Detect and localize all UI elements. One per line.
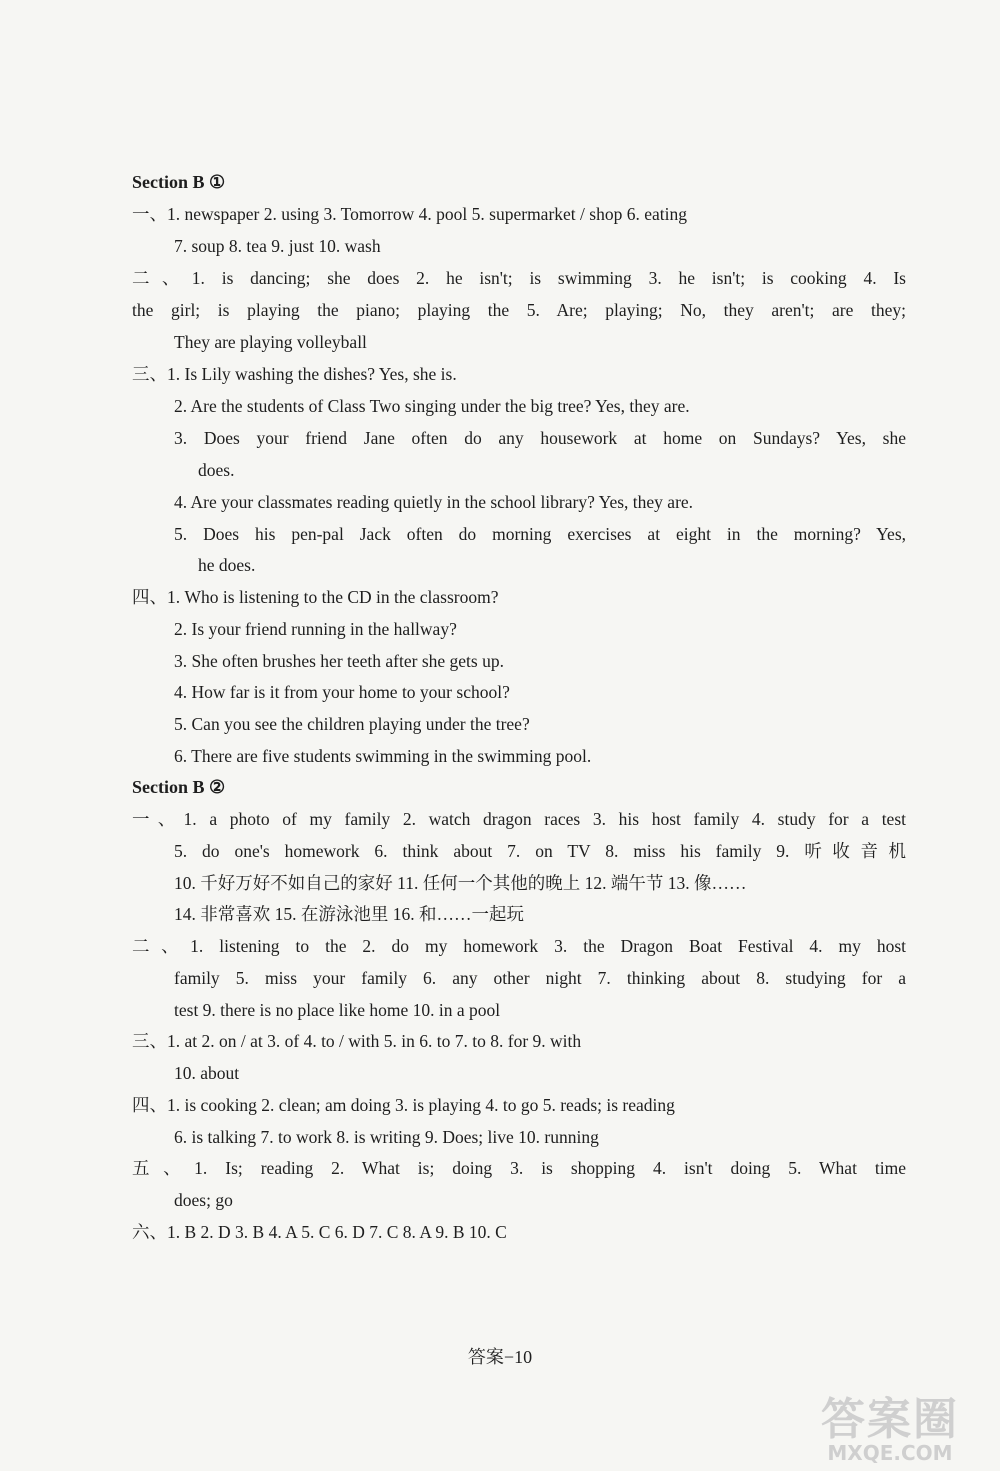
s2-line-11: 6. is talking 7. to work 8. is writing 9. Does; live 10. running bbox=[174, 1127, 599, 1147]
s1-line-16: 4. How far is it from your home to your school? bbox=[174, 682, 510, 702]
s2-line-6: family 5. miss your family 6. any other night 7. thinking about 8. studying for a bbox=[174, 968, 906, 988]
watermark-logo bbox=[790, 1394, 990, 1466]
watermark-text: 答案圈 bbox=[821, 1394, 959, 1445]
s2-line-5: 二、1. listening to the 2. do my homework 3. the Dragon Boat Festival 4. my host bbox=[132, 936, 906, 956]
s1-line-3: 二、1. is dancing; she does 2. he isn't; is swimming 3. he isn't; is cooking 4. Is bbox=[132, 268, 906, 288]
s2-line-2: 5. do one's homework 6. think about 7. on TV 8. miss his family 9. 听收音机 bbox=[174, 841, 906, 861]
s1-line-7: 2. Are the students of Class Two singing under the big tree? Yes, they are. bbox=[174, 396, 690, 416]
s2-line-3: 10. 千好万好不如自己的家好 11. 任何一个其他的晚上 12. 端午节 13. 像…… bbox=[174, 873, 747, 893]
s1-line-5: They are playing volleyball bbox=[174, 332, 367, 352]
s1-line-12: he does. bbox=[198, 555, 256, 575]
s1-line-10: 4. Are your classmates reading quietly in the school library? Yes, they are. bbox=[174, 492, 694, 512]
s2-line-10: 四、1. is cooking 2. clean; am doing 3. is playing 4. to go 5. reads; is reading bbox=[132, 1095, 675, 1115]
s2-line-13: does; go bbox=[174, 1190, 233, 1210]
s1-line-4: the girl; is playing the piano; playing the 5. Are; playing; No, they aren't; are they; bbox=[132, 300, 906, 320]
s2-line-7: test 9. there is no place like home 10. in a pool bbox=[174, 1000, 501, 1020]
s2-line-4: 14. 非常喜欢 15. 在游泳池里 16. 和……一起玩 bbox=[174, 904, 524, 924]
s1-line-2: 7. soup 8. tea 9. just 10. wash bbox=[174, 236, 381, 256]
s1-line-11: 5. Does his pen-pal Jack often do morning exercises at eight in the morning? Yes, bbox=[174, 524, 906, 544]
s1-line-13: 四、1. Who is listening to the CD in the classroom? bbox=[132, 587, 499, 607]
s2-line-1: 一、1. a photo of my family 2. watch dragon races 3. his host family 4. study for a test bbox=[132, 809, 906, 829]
s2-line-14: 六、1. B 2. D 3. B 4. A 5. C 6. D 7. C 8. A 9. B 10. C bbox=[132, 1222, 507, 1242]
s1-line-17: 5. Can you see the children playing under the tree? bbox=[174, 714, 530, 734]
page-number: 答案−10 bbox=[467, 1347, 533, 1367]
section-b1-title: Section B ① bbox=[132, 172, 226, 192]
s2-line-9: 10. about bbox=[174, 1063, 240, 1083]
s2-line-12: 五、1. Is; reading 2. What is; doing 3. is shopping 4. isn't doing 5. What time bbox=[132, 1158, 906, 1178]
s1-line-15: 3. She often brushes her teeth after she gets up. bbox=[174, 651, 504, 671]
s2-line-8: 三、1. at 2. on / at 3. of 4. to / with 5. in 6. to 7. to 8. for 9. with bbox=[132, 1031, 582, 1051]
section-b2-title: Section B ② bbox=[132, 777, 226, 797]
s1-line-8: 3. Does your friend Jane often do any housework at home on Sundays? Yes, she bbox=[174, 428, 906, 448]
s1-line-1: 一、1. newspaper 2. using 3. Tomorrow 4. pool 5. supermarket / shop 6. eating bbox=[132, 204, 687, 224]
s1-line-18: 6. There are five students swimming in the swimming pool. bbox=[174, 746, 592, 766]
s1-line-9: does. bbox=[198, 460, 235, 480]
watermark-url: MXQE.COM bbox=[827, 1441, 953, 1465]
s1-line-6: 三、1. Is Lily washing the dishes? Yes, she is. bbox=[132, 364, 457, 384]
s1-line-14: 2. Is your friend running in the hallway? bbox=[174, 619, 457, 639]
